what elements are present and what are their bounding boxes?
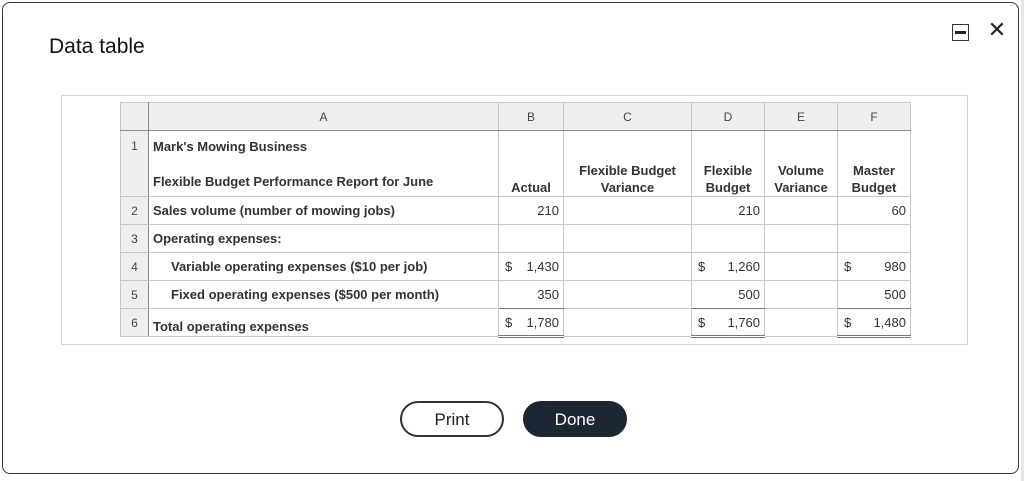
cell-flexible-budget — [692, 225, 765, 253]
cell-volume-variance — [765, 253, 838, 281]
header-master-budget: Master Budget — [838, 131, 911, 197]
cell-volume-variance — [765, 197, 838, 225]
cell-actual: $ 1,780 — [499, 309, 564, 337]
column-header-d: D — [692, 103, 765, 131]
header-flexible-budget-variance: Flexible Budget Variance — [564, 131, 692, 197]
cell-flex-variance — [564, 197, 692, 225]
spreadsheet-panel — [61, 95, 968, 345]
header-actual: Actual — [499, 131, 564, 197]
cell-master-budget: 500 — [838, 281, 911, 309]
cell-actual: 210 — [499, 197, 564, 225]
column-header-e: E — [765, 103, 838, 131]
column-header-row — [121, 103, 911, 131]
cell-actual: 350 — [499, 281, 564, 309]
data-table-dialog — [2, 2, 1019, 474]
cell-volume-variance — [765, 309, 838, 337]
row-number: 4 — [121, 253, 149, 281]
report-name: Flexible Budget Performance Report for June — [153, 174, 434, 189]
cell-flex-variance — [564, 309, 692, 337]
row-label: Variable operating expenses ($10 per job) — [149, 253, 499, 281]
column-header-f: F — [838, 103, 911, 131]
cell-flexible-budget: 210 — [692, 197, 765, 225]
row-label: Fixed operating expenses ($500 per month) — [149, 281, 499, 309]
cell-master-budget — [838, 225, 911, 253]
done-button[interactable]: Done — [523, 401, 627, 437]
cell-flexible-budget: $ 1,260 — [692, 253, 765, 281]
table-row — [121, 309, 911, 337]
column-header-b: B — [499, 103, 564, 131]
print-button[interactable]: Print — [400, 401, 504, 437]
table-row — [121, 225, 911, 253]
cell-volume-variance — [765, 281, 838, 309]
cell-flexible-budget: $ 1,760 — [692, 309, 765, 337]
row-number: 2 — [121, 197, 149, 225]
column-header-c: C — [564, 103, 692, 131]
row-label: Operating expenses: — [149, 225, 499, 253]
cell-flex-variance — [564, 225, 692, 253]
spreadsheet-table — [120, 102, 911, 338]
column-header-a: A — [149, 103, 499, 131]
table-row — [121, 281, 911, 309]
table-row — [121, 131, 911, 197]
row-number: 6 — [121, 309, 149, 337]
corner-cell — [121, 103, 149, 131]
minimize-icon[interactable] — [952, 24, 969, 41]
company-name: Mark's Mowing Business — [153, 139, 308, 154]
header-volume-variance: Volume Variance — [765, 131, 838, 197]
row-number: 1 — [121, 131, 149, 197]
cell-flex-variance — [564, 281, 692, 309]
cell-flexible-budget: 500 — [692, 281, 765, 309]
report-title-cell — [149, 131, 499, 197]
cell-actual — [499, 225, 564, 253]
table-row — [121, 197, 911, 225]
row-label: Total operating expenses — [149, 309, 499, 337]
dialog-title: Data table — [49, 35, 145, 58]
cell-actual: $ 1,430 — [499, 253, 564, 281]
table-row — [121, 253, 911, 281]
cell-master-budget: 60 — [838, 197, 911, 225]
cell-flex-variance — [564, 253, 692, 281]
row-number: 3 — [121, 225, 149, 253]
close-icon[interactable]: ✕ — [987, 17, 1007, 42]
cell-master-budget: $ 1,480 — [838, 309, 911, 337]
header-flexible-budget: Flexible Budget — [692, 131, 765, 197]
row-number: 5 — [121, 281, 149, 309]
cell-master-budget: $ 980 — [838, 253, 911, 281]
row-label: Sales volume (number of mowing jobs) — [149, 197, 499, 225]
cell-volume-variance — [765, 225, 838, 253]
